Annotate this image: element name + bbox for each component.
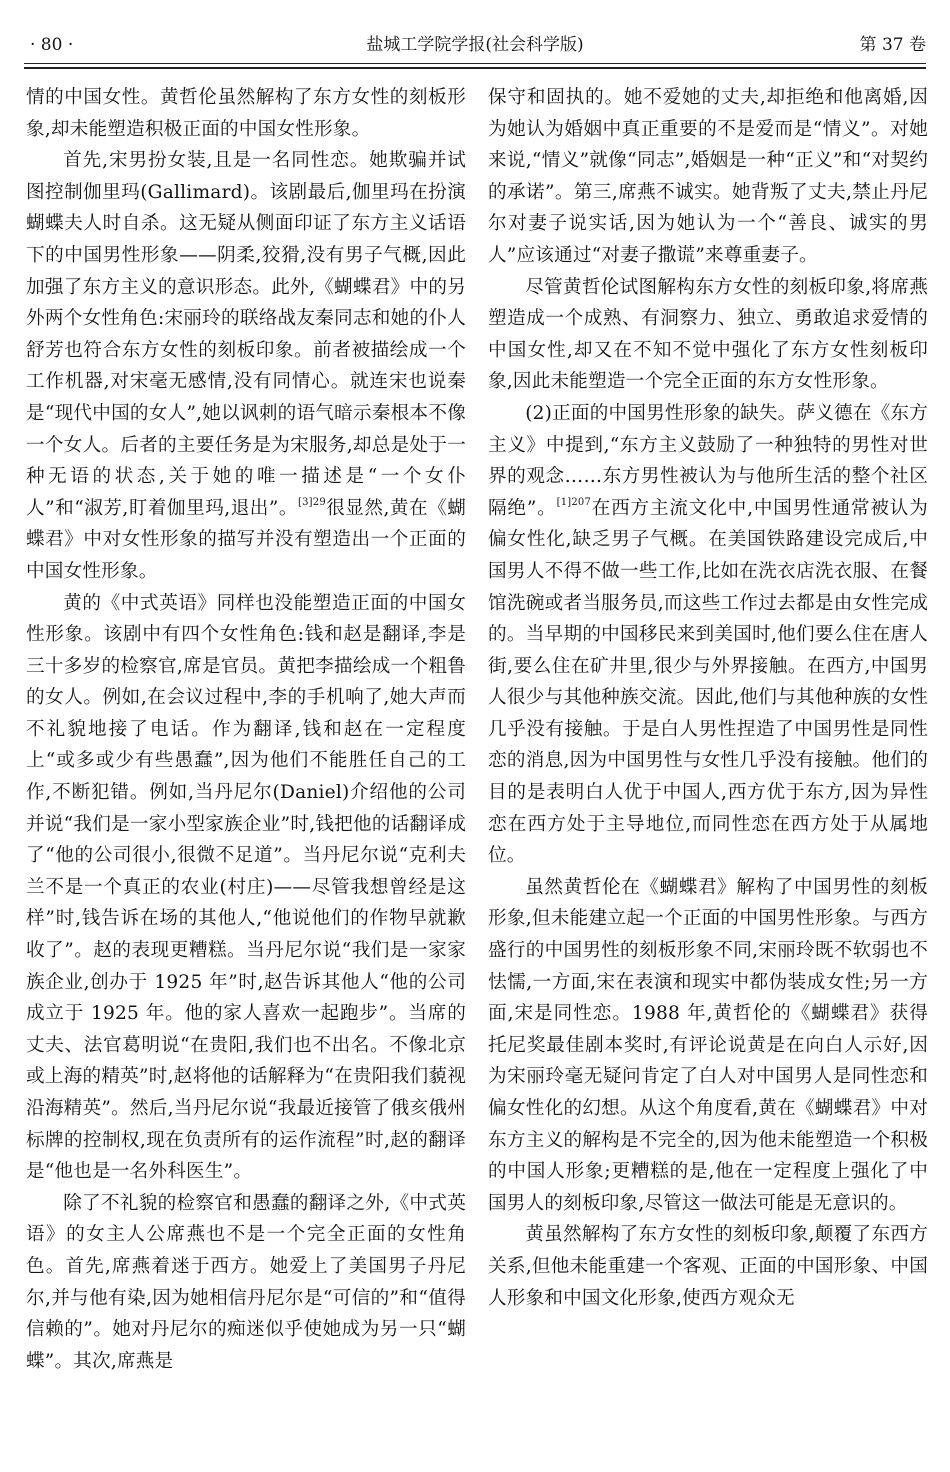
page-number: · 80 · xyxy=(30,35,74,55)
volume-number: 第 37 卷 xyxy=(859,35,926,55)
paragraph: 虽然黄哲伦在《蝴蝶君》解构了中国男性的刻板形象,但未能建立起一个正面的中国男性形象。与西方盛行的中国男性的刻板形象不同,宋丽玲既不软弱也不怯懦,一方面,宋在表演和现实中都伪装成女性;另一方面,宋是同性恋。1988 年,黄哲伦的《蝴蝶君》获得托尼奖最佳剧本奖时,有评论说黄是在向白人示好,因为宋丽玲毫无疑问肯定了白人对中国男人是同性恋和偏女性化的幻想。从这个角度看,黄在《蝴蝶君》中对东方主义的解构是不完全的,因为他未能塑造一个积极的中国人形象;更糟糕的是,他在一定程度上强化了中国男人的刻板印象,尽管这一做法可能是无意识的。 xyxy=(488,876,928,1214)
paragraph: 尽管黄哲伦试图解构东方女性的刻板印象,将席燕塑造成一个成熟、有洞察力、独立、勇敢追求爱情的中国女性,却又在不知不觉中强化了东方女性刻板印象,因此未能塑造一个完全正面的东方女性形象。 xyxy=(488,276,928,393)
paragraph: 黄的《中式英语》同样也没能塑造正面的中国女性形象。该剧中有四个女性角色:钱和赵是翻译,李是三十多岁的检察官,席是官员。黄把李描绘成一个粗鲁的女人。例如,在会议过程中,李的手机响了,她大声而不礼貌地接了电话。作为翻译,钱和赵在一定程度上“或多或少有些愚蠢”,因为他们不能胜任自己的工作,不断犯错。例如,当丹尼尔(Daniel)介绍他的公司并说“我们是一家小型家族企业”时,钱把他的话翻译成了“他的公司很小,很微不足道”。当丹尼尔说“克利夫兰不是一个真正的农业(村庄)——尽管我想曾经是这样”时,钱告诉在场的其他人,“他说他们的作物早就歉收了”。赵的表现更糟糕。当丹尼尔说“我们是一家家族企业,创办于 1925 年”时,赵告诉其他人“他的公司成立于 1925 年。他的家人喜欢一起跑步”。当席的丈夫、法官葛明说“在贵阳,我们也不出名。不像北京或上海的精英”时,赵将他的话解释为“在贵阳我们藐视沿海精英”。然后,当丹尼尔说“我最近接管了俄亥俄州标牌的控制权,现在负责所有的运作流程”时,赵的翻译是“他也是一名外科医生”。 xyxy=(26,592,466,1183)
paragraph: (2)正面的中国男性形象的缺失。萨义德在《东方主义》中提到,“东方主义鼓励了一种独特的男性对世界的观念……东方男性被认为与他所生活的整个社区隔绝”。$^{[1]207}$在西方主流文化中,中国男性通常被认为偏女性化,缺乏男子气概。在美国铁路建设完成后,中国男人不得不做一些工作,比如在洗衣店洗衣服、在餐馆洗碗或者当服务员,而这些工作过去都是由女性完成的。当早期的中国移民来到美国时,他们要么住在唐人街,要么住在矿井里,很少与外界接触。在西方,中国男人很少与其他种族交流。因此,他们与其他种族的女性几乎没有接触。于是白人男性捏造了中国男性是同性恋的消息,因为中国男性与女性几乎没有接触。他们的目的是表明白人优于中国人,西方优于东方,因为异性恋在西方处于主导地位,而同性恋在西方处于从属地位。 xyxy=(488,402,928,867)
header-rule-thick xyxy=(24,67,926,69)
paragraph: 保守和固执的。她不爱她的丈夫,却拒绝和他离婚,因为她认为婚姻中真正重要的不是爱而是“情义”。对她来说,“情义”就像“同志”,婚姻是一种“正义”和“对契约的承诺”。第三,席燕不诚实。她背叛了丈夫,禁止丹尼尔对妻子说实话,因为她认为一个“善良、诚实的男人”应该通过“对妻子撒谎”来尊重妻子。 xyxy=(488,87,928,266)
citation: [1]207 xyxy=(556,496,592,508)
paragraph: 除了不礼貌的检察官和愚蠢的翻译之外,《中式英语》的女主人公席燕也不是一个完全正面的女性角色。首先,席燕着迷于西方。她爱上了美国男子丹尼尔,并与他有染,因为她相信丹尼尔是“可信的”和“值得信赖的”。她对丹尼尔的痴迷似乎使她成为另一只“蝴蝶”。其次,席燕是 xyxy=(26,1192,466,1372)
running-header xyxy=(24,30,926,60)
paragraph: 首先,宋男扮女装,且是一名同性恋。她欺骗并试图控制伽里玛(Gallimard)。该剧最后,伽里玛在扮演蝴蝶夫人时自杀。这无疑从侧面印证了东方主义话语下的中国男性形象——阴柔,狡猾,没有男子气概,因此加强了东方主义的意识形态。此外,《蝴蝶君》中的另外两个女性角色:宋丽玲的联络战友秦同志和她的仆人舒芳也符合东方女性的刻板印象。前者被描绘成一个工作机器,对宋毫无感情,没有同情心。就连宋也说秦是“现代中国的女人”,她以讽刺的语气暗示秦根本不像一个女人。后者的主要任务是为宋服务,却总是处于一种无语的状态,关于她的唯一描述是“一个女仆人”和“淑芳,盯着伽里玛,退出”。$^{[3]29}$很显然,黄在《蝴蝶君》中对女性形象的描写并没有塑造出一个正面的中国女性形象。 xyxy=(26,150,466,582)
journal-title: 盐城工学院学报(社会科学版) xyxy=(366,35,584,55)
left-column xyxy=(26,82,466,1454)
right-column xyxy=(488,82,928,1454)
paragraph: 黄虽然解构了东方女性的刻板印象,颠覆了东西方关系,但他未能重建一个客观、正面的中国形象、中国人形象和中国文化形象,使西方观众无 xyxy=(488,1224,928,1309)
citation: [3]29 xyxy=(298,496,326,508)
paragraph: 情的中国女性。黄哲伦虽然解构了东方女性的刻板形象,却未能塑造积极正面的中国女性形象。 xyxy=(26,87,466,140)
header-rule-thin xyxy=(24,63,926,64)
